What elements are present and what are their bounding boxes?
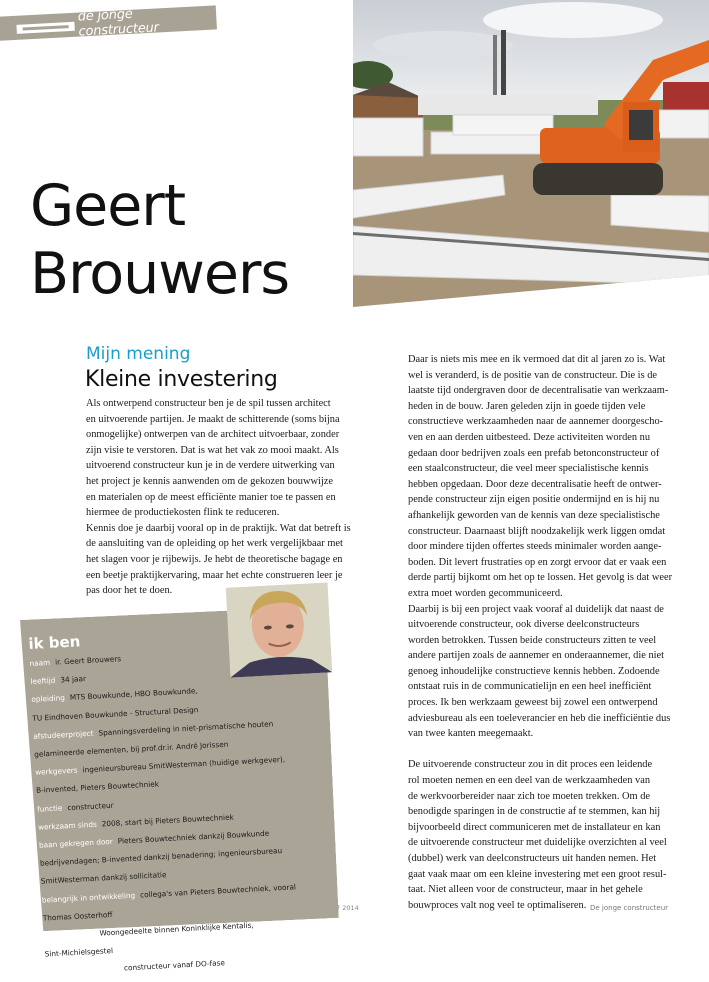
text-line: gaat vaak maar om een kleine investering met een groot resul-: [408, 868, 667, 880]
text-line: hebben opgedaan. Door deze decentralisatie heeft de ontwer-: [408, 478, 662, 490]
profile-value: TU Eindhoven Bouwkunde - Structural Design: [32, 704, 199, 723]
text-line: afhankelijk geworden van de kennis van deze specialistische: [408, 509, 660, 521]
profile-value: ingenieursbureau SmitWesterman (huidige werkgever),: [82, 754, 286, 775]
profile-label: werkzaam sinds: [37, 819, 98, 832]
text-line: pende constructeur zijn eigen positie ondermijnd en is hij nu: [408, 494, 660, 506]
text-line: het slagen voor je rijbewijs. Je hebt de theoretische bagage en: [86, 553, 343, 565]
text-line: constructeur. Daarnaast blijft noodzakelijk werk liggen omdat: [408, 525, 666, 537]
text-line: boden. Dit levert frustraties op en zorgt ervoor dat er vaak een: [408, 556, 667, 568]
profile-value: constructeur vanaf DO-fase: [123, 958, 226, 973]
paragraph-1: [408, 352, 673, 742]
profile-value: SmitWesterman dankzij sollicitatie: [40, 870, 167, 887]
text-line: en materialen op de meest efficiënte manier toe te passen en: [86, 491, 336, 503]
text-line: uitvoerend constructeur kun je in de verdere uitwerking van: [86, 460, 335, 472]
footer-magazine-name: De jonge constructeur: [590, 904, 669, 912]
text-line: adviesbureau als een toeleverancier en heb die inefficiëntie dus: [408, 712, 671, 724]
text-line: Als ontwerpend constructeur ben je de spil tussen architect: [86, 398, 331, 409]
text-line: het project je kennis aanwenden om de gekozen bouwwijze: [86, 475, 333, 487]
profile-label: belangrijk in ontwikkeling: [41, 890, 136, 905]
article-column-2: [408, 352, 673, 913]
profile-label: naam: [29, 657, 51, 668]
text-line: worden betrokken. Tussen beide constructeurs zitten te veel: [408, 634, 657, 646]
profile-value: collega's van Pieters Bouwtechniek, vooral: [139, 881, 297, 900]
profile-value: ir. Geert Brouwers: [54, 654, 122, 667]
section-banner: [0, 5, 217, 41]
text-line: De uitvoerende constructeur zou in dit proces een leidende: [408, 759, 653, 771]
text-line: bijvoorbeeld direct communiceren met de installateur en kan: [408, 821, 661, 833]
text-line: (dubbel) werk van deelconstructeurs uit handen nemen. Het: [408, 853, 657, 864]
portrait-photo: [226, 582, 333, 677]
profile-value: B-invented, Pieters Bouwtechniek: [35, 779, 160, 796]
page-title: [30, 172, 289, 308]
text-line: de uitvoerende constructeur met duidelijke overzichten al veel: [408, 837, 667, 849]
text-line: uitvoerende constructeur, ook diverse deelconstructeurs: [408, 619, 640, 631]
text-line: Daar is niets mis mee en ik vermoed dat dit al jaren zo is. Wat: [408, 354, 666, 365]
profile-value: Pieters Bouwtechniek dankzij Bouwkunde: [117, 828, 270, 846]
profile-value: 2008, start bij Pieters Bouwtechniek: [101, 812, 235, 829]
text-line: van twee kanten meegemaakt.: [408, 728, 534, 740]
text-line: Kennis doe je daarbij vooral op in de praktijk. Wat dat betreft is: [86, 522, 351, 534]
profile-rows: [29, 639, 346, 982]
section-tag: de jonge constructeur: [77, 6, 160, 40]
profile-value: bedrijvendagen; B-invented dankzij benadering; ingenieursbureau: [39, 846, 283, 868]
text-line: constructieve werkzaamheden naar de aannemer doorgescho-: [408, 416, 664, 428]
profile-value: Sint-Michielsgestel: [44, 946, 114, 959]
text-line: rol moeten nemen en een deel van de werkzaamheden van: [408, 775, 651, 787]
text-line: benodigde sparingen in de constructie af te stemmen, kan hij: [408, 806, 661, 818]
profile-label: afstudeerproject: [33, 728, 94, 741]
text-line: pas door het te doen.: [86, 585, 173, 597]
text-line: andere partijen zoals de aannemer en onderaannemer, die niet: [408, 650, 665, 662]
text-line: en uitvoerende partijen. Je maakt de schitterende (soms bijna: [86, 413, 340, 425]
profile-value: Woongedeelte binnen Koninklijke Kentalis,: [99, 920, 254, 938]
text-line: wel is veranderd, is de positie van de constructeur. Die is de: [408, 369, 658, 381]
profile-value: MTS Bouwkunde, HBO Bouwkunde,: [69, 686, 198, 703]
article-column-1: [86, 396, 351, 599]
magazine-logo-icon: [16, 21, 74, 33]
text-line: extra moet worden gecommuniceerd.: [408, 587, 563, 599]
profile-label: opleiding: [31, 693, 66, 705]
text-line: Daarbij is bij een project vaak vooraf al duidelijk dat naast de: [408, 603, 664, 615]
profile-value: constructeur: [67, 800, 114, 812]
profile-label: eerste project: [43, 928, 95, 941]
profile-label: functie: [36, 803, 63, 814]
article-kicker: Mijn mening: [86, 344, 191, 364]
text-line: onmogelijke) ontwerpen van de architect uitvoerbaar, zonder: [86, 429, 340, 441]
page-number: 7 2014: [336, 904, 359, 912]
construction-site-photo: [353, 0, 709, 307]
profile-label: werkgevers: [34, 765, 78, 778]
profile-value: Thomas Oosterhoff: [42, 909, 113, 923]
profile-label: rol bij eerste project: [45, 964, 120, 977]
text-line: zijn visie te verstoren. Dat is wat het vak zo mooi maakt. Als: [86, 444, 339, 456]
title-first-name: Geert: [30, 173, 186, 239]
profile-value: 34 jaar: [60, 674, 87, 685]
text-line: heden in de bouw. Jaren geleden zijn in goede tijden vele: [408, 400, 646, 412]
text-line: laatste tijd ondergraven door de decentralisatie van werkzaam-: [408, 385, 669, 397]
text-line: genoeg inhoudelijke constructieve kennis hebben. Zodoende: [408, 665, 660, 677]
profile-label: leeftijd: [30, 675, 56, 687]
text-line: proces. Ik ben werkzaam geweest bij zowel een ontwerpend: [408, 697, 658, 709]
text-line: bouwproces valt nog veel te optimaliseren.: [408, 899, 587, 911]
text-line: gedaan door bedrijven zoals een prefab betonconstructeur of: [408, 447, 660, 459]
profile-value: Spanningsverdeling in niet-prismatische houten: [98, 719, 274, 738]
text-line: taat. Niet alleen voor de constructeur, maar in het gehele: [408, 884, 643, 896]
title-last-name: Brouwers: [30, 241, 290, 307]
text-line: hiermee de productiekosten flink te reduceren.: [86, 507, 280, 519]
profile-label: baan gekregen door: [38, 836, 113, 850]
profile-value: gelamineerde elementen, bij prof.dr.ir. André Jorissen: [34, 739, 229, 759]
article-heading: Kleine investering: [85, 367, 278, 392]
paragraph-2: [408, 757, 670, 913]
text-line: derde partij bijkomt om het op te lossen. Het gevolg is dat weer: [408, 572, 673, 584]
profile-title: ik ben: [28, 632, 81, 653]
text-line: de werkvoorbereider naar zich toe moeten trekken. Om de: [408, 790, 651, 802]
text-line: door mindere tijden offertes steeds minimaler worden aange-: [408, 541, 662, 553]
text-line: een staalconstructeur, die veel meer specialistische kennis: [408, 463, 649, 475]
text-line: de aansluiting van de opleiding op het werk vergelijkbaar met: [86, 538, 343, 550]
text-line: een beetje praktijkervaring, maar het echte construeren leer je: [86, 569, 343, 581]
text-line: ontstaat ruis in de communicatielijn en een heel inefficiënt: [408, 681, 652, 693]
text-line: ven en aan derden uitbesteed. Deze activiteiten worden nu: [408, 431, 651, 443]
